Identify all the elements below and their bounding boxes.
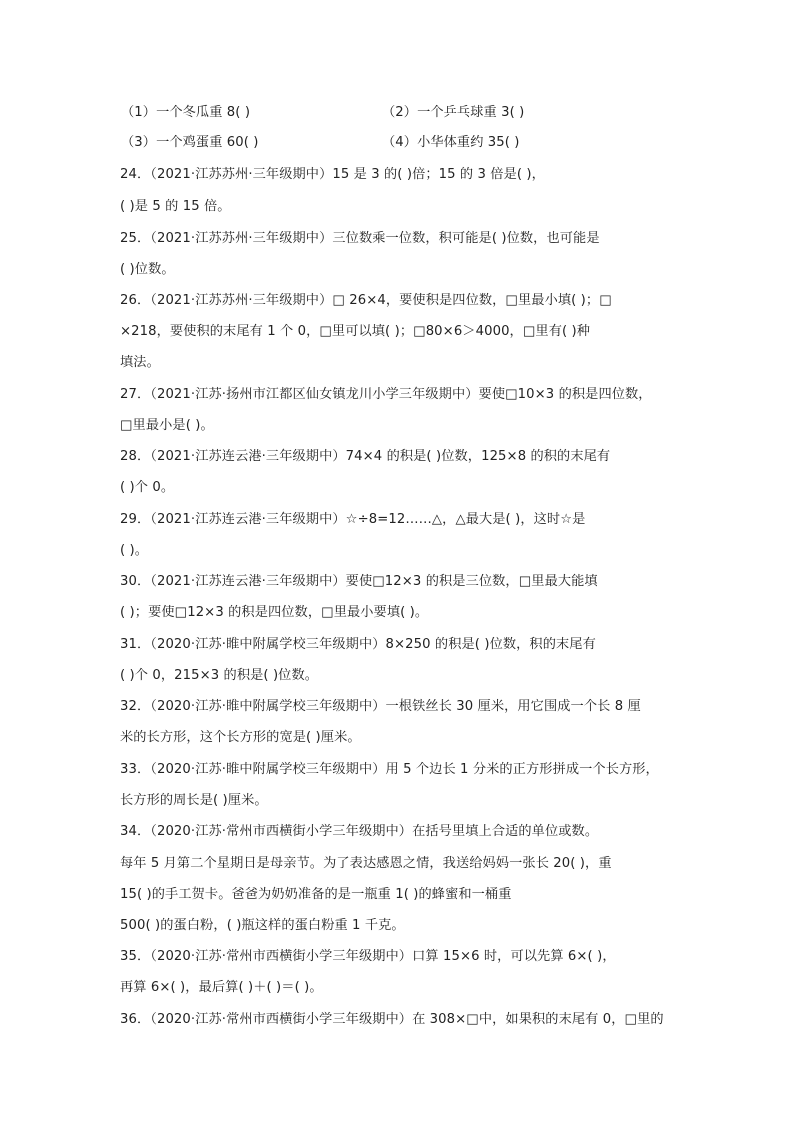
question-line: （2）一个乒乓球重 3( ) xyxy=(382,105,525,120)
question-line: （3）一个鸡蛋重 60( ) xyxy=(121,135,259,150)
question-27-line-1: 27．（2021·江苏·扬州市江都区仙女镇龙川小学三年级期中）要使□10×3 的积是四位数， xyxy=(120,387,652,402)
question-31-line-2: ( )个 0，215×3 的积是( )位数。 xyxy=(120,668,319,683)
question-35-line-1: 35．（2020·江苏·常州市西横街小学三年级期中）口算 15×6 时，可以先算 6×( )， xyxy=(120,949,616,964)
question-26-line-2: ×218，要使积的末尾有 1 个 0，□里可以填( )；□80×6＞4000，□里有( )种 xyxy=(120,324,591,339)
question-25-line-1: 25．（2021·江苏苏州·三年级期中）三位数乘一位数，积可能是( )位数，也可能是 xyxy=(120,231,600,246)
question-line: （1）一个冬瓜重 8( ) xyxy=(121,105,251,120)
question-27-line-2: □里最小是( )。 xyxy=(120,418,214,433)
question-29-line-2: ( )。 xyxy=(120,543,149,558)
question-35-line-2: 再算 6×( )，最后算( )＋( )＝( )。 xyxy=(120,980,323,995)
question-25-line-2: ( )位数。 xyxy=(120,262,175,277)
question-26-line-1: 26．（2021·江苏苏州·三年级期中）□ 26×4，要使积是四位数，□里最小填( )；□ xyxy=(120,293,612,308)
question-32-line-1: 32．（2020·江苏·睢中附属学校三年级期中）一根铁丝长 30 厘米，用它围成一个长 8 厘 xyxy=(120,699,641,714)
question-30-line-2: ( )；要使□12×3 的积是四位数，□里最小要填( )。 xyxy=(120,605,429,620)
question-34-line-1: 34．（2020·江苏·常州市西横街小学三年级期中）在括号里填上合适的单位或数。 xyxy=(120,824,599,839)
question-31-line-1: 31．（2020·江苏·睢中附属学校三年级期中）8×250 的积是( )位数，积的末尾有 xyxy=(120,637,596,652)
question-30-line-1: 30．（2021·江苏连云港·三年级期中）要使□12×3 的积是三位数，□里最大能填 xyxy=(120,574,598,589)
question-33-line-1: 33．（2020·江苏·睢中附属学校三年级期中）用 5 个边长 1 分米的正方形拼成一个长方形， xyxy=(120,762,659,777)
question-32-line-2: 米的长方形，这个长方形的宽是( )厘米。 xyxy=(120,730,361,745)
question-34-line-3: 15( )的手工贺卡。爸爸为奶奶准备的是一瓶重 1( )的蜂蜜和一桶重 xyxy=(120,887,512,902)
question-28-line-1: 28．（2021·江苏连云港·三年级期中）74×4 的积是( )位数，125×8 的积的末尾有 xyxy=(120,449,611,464)
question-34-line-4: 500( )的蛋白粉，( )瓶这样的蛋白粉重 1 千克。 xyxy=(120,918,405,933)
question-24-line-1: 24．（2021·江苏苏州·三年级期中）15 是 3 的( )倍；15 的 3 倍是( )， xyxy=(120,167,545,182)
question-33-line-2: 长方形的周长是( )厘米。 xyxy=(120,793,268,808)
question-line: （4）小华体重约 35( ) xyxy=(382,135,520,150)
question-34-line-2: 每年 5 月第二个星期日是母亲节。为了表达感恩之情，我送给妈妈一张长 20( )，重 xyxy=(120,856,612,871)
question-24-line-2: ( )是 5 的 15 倍。 xyxy=(120,199,231,214)
question-28-line-2: ( )个 0。 xyxy=(120,480,175,495)
question-26-line-3: 填法。 xyxy=(120,355,160,370)
question-29-line-1: 29．（2021·江苏连云港·三年级期中）☆÷8=12……△，△最大是( )，这时☆是 xyxy=(120,512,586,527)
question-36-line-1: 36．（2020·江苏·常州市西横街小学三年级期中）在 308×□中，如果积的末尾有 0，□里的 xyxy=(120,1012,664,1027)
